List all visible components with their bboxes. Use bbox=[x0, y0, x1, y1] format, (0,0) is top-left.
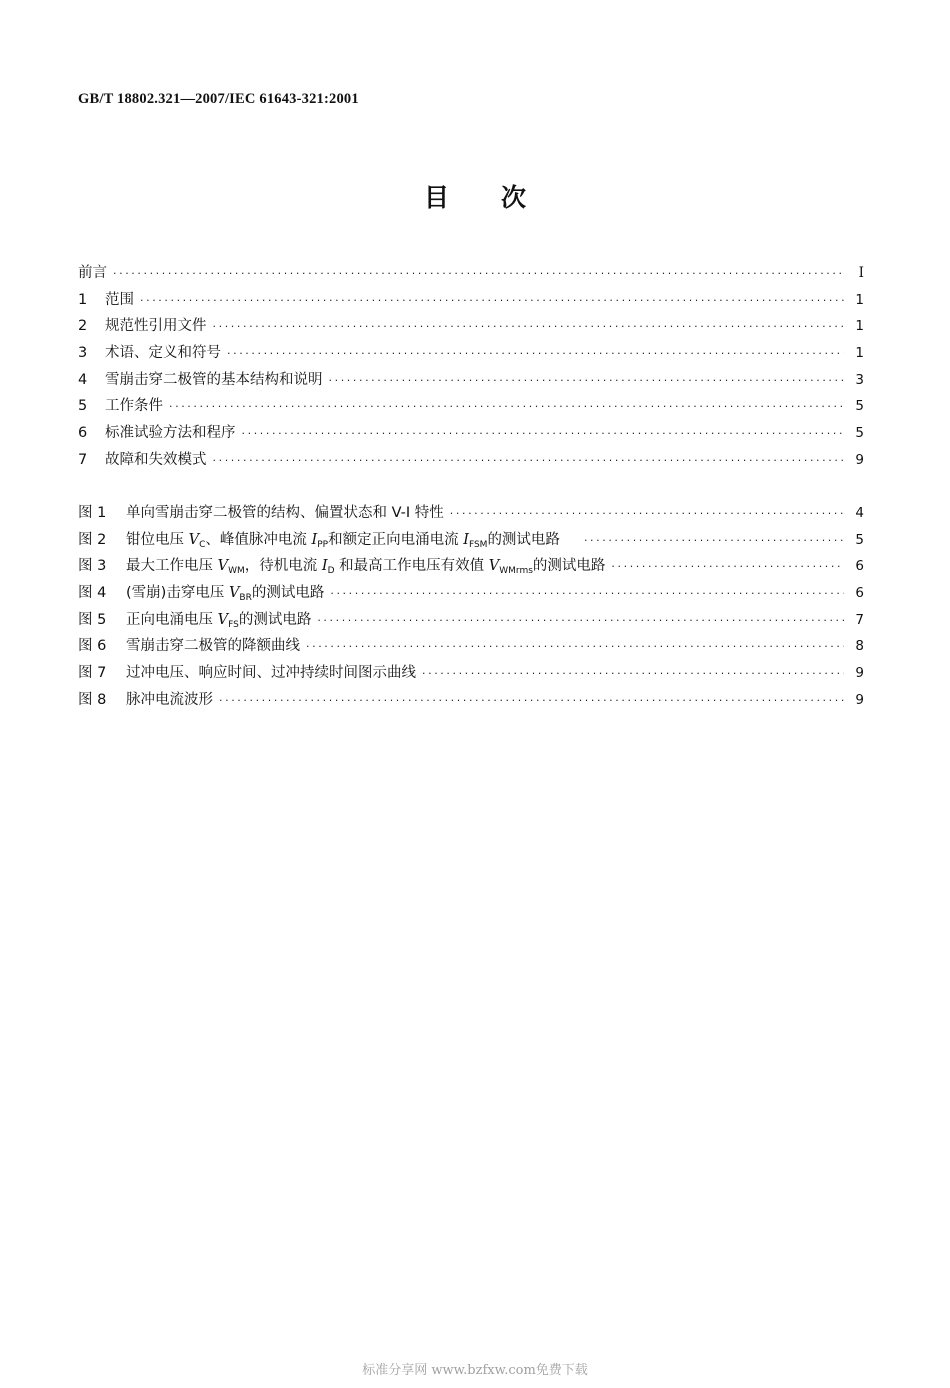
figure-page: 9 bbox=[855, 665, 864, 682]
toc-entry-page: 5 bbox=[855, 425, 864, 442]
toc-entry-label: 规范性引用文件 bbox=[105, 318, 207, 335]
figure-label: 过冲电压、响应时间、过冲持续时间图示曲线 bbox=[126, 665, 416, 682]
figure-page: 9 bbox=[855, 691, 864, 708]
toc-entry-4[interactable] bbox=[78, 368, 864, 395]
figure-page: 7 bbox=[855, 611, 864, 628]
leader-dots bbox=[227, 347, 844, 360]
leader-dots bbox=[329, 374, 845, 387]
standard-code-header: GB/T 18802.321—2007/IEC 61643-321:2001 bbox=[78, 91, 359, 107]
figure-page: 8 bbox=[855, 638, 864, 655]
toc-entry-label: 工作条件 bbox=[105, 398, 163, 415]
toc-entry-foreword[interactable] bbox=[78, 261, 864, 288]
title-char-left: 目 bbox=[423, 183, 449, 212]
leader-dots bbox=[213, 320, 845, 333]
figure-number: 图 3 bbox=[78, 558, 107, 575]
toc-entry-page: 5 bbox=[855, 398, 864, 415]
figure-label: 脉冲电流波形 bbox=[126, 691, 213, 708]
leader-dots bbox=[330, 587, 844, 600]
toc-figure-3[interactable] bbox=[78, 554, 864, 581]
toc-entry-5[interactable] bbox=[78, 394, 864, 421]
figure-page: 4 bbox=[855, 505, 864, 521]
toc-entry-label: 故障和失效模式 bbox=[105, 451, 207, 468]
leader-dots bbox=[213, 454, 845, 467]
leader-dots bbox=[140, 294, 844, 307]
toc-entry-label: 术语、定义和符号 bbox=[105, 345, 221, 362]
toc-main-list bbox=[78, 261, 864, 475]
figure-page: 6 bbox=[855, 558, 864, 575]
leader-dots bbox=[169, 400, 844, 413]
toc-entry-2[interactable] bbox=[78, 314, 864, 341]
toc-entry-number: 3 bbox=[78, 345, 88, 362]
toc-entry-3[interactable] bbox=[78, 341, 864, 368]
toc-entry-page: 9 bbox=[855, 451, 864, 468]
toc-entry-page: 3 bbox=[855, 371, 864, 388]
toc-figure-6[interactable] bbox=[78, 634, 864, 661]
leader-dots bbox=[450, 507, 844, 520]
toc-entry-label: 范围 bbox=[105, 291, 134, 308]
toc-entry-6[interactable] bbox=[78, 421, 864, 448]
figure-number: 图 7 bbox=[78, 665, 107, 682]
toc-entry-7[interactable] bbox=[78, 448, 864, 475]
figure-number: 图 1 bbox=[78, 505, 107, 521]
toc-entry-page: Ⅰ bbox=[858, 265, 864, 281]
figure-number: 图 4 bbox=[78, 585, 107, 602]
toc-entry-page: 1 bbox=[855, 318, 864, 335]
leader-dots bbox=[422, 667, 844, 680]
figure-number: 图 8 bbox=[78, 691, 107, 708]
toc-entry-label: 标准试验方法和程序 bbox=[105, 425, 236, 442]
toc-entry-number: 7 bbox=[78, 451, 88, 468]
page-title bbox=[0, 178, 950, 214]
toc-figure-5[interactable] bbox=[78, 608, 864, 635]
toc-figure-7[interactable] bbox=[78, 661, 864, 688]
toc-entry-page: 1 bbox=[855, 291, 864, 308]
toc-figure-2[interactable] bbox=[78, 528, 864, 555]
figure-number: 图 2 bbox=[78, 531, 107, 548]
leader-dots bbox=[584, 534, 844, 547]
toc-entry-page: 1 bbox=[855, 345, 864, 362]
footer-watermark: 标准分享网 www.bzfxw.com免费下载 bbox=[362, 1363, 588, 1378]
toc-entry-number: 2 bbox=[78, 318, 88, 335]
figure-label: 钳位电压 $V_C$、峰值脉冲电流 $I_{PP}$和额定正向电涌电流 $I_{FSM}$的测试电路 bbox=[126, 531, 560, 550]
toc-entry-number: 6 bbox=[78, 425, 88, 442]
toc-figure-1[interactable] bbox=[78, 501, 864, 528]
leader-dots bbox=[219, 694, 844, 707]
toc-entry-number: 1 bbox=[78, 291, 88, 308]
figure-label: (雪崩)击穿电压 $V_{BR}$的测试电路 bbox=[126, 585, 325, 604]
figure-label: 最大工作电压 $V_{WM}$，待机电流 $I_D$ 和最高工作电压有效值 $V_{WMrms}$的测试电路 bbox=[126, 558, 606, 577]
figure-label: 正向电涌电压 $V_{FS}$的测试电路 bbox=[126, 611, 312, 630]
leader-dots bbox=[113, 267, 844, 280]
toc-entry-label: 雪崩击穿二极管的基本结构和说明 bbox=[105, 371, 323, 388]
title-char-right: 次 bbox=[501, 183, 527, 212]
toc-figures-list bbox=[78, 501, 864, 715]
leader-dots bbox=[242, 427, 845, 440]
figure-page: 6 bbox=[855, 585, 864, 602]
leader-dots bbox=[306, 640, 844, 653]
toc-figure-4[interactable] bbox=[78, 581, 864, 608]
figure-number: 图 5 bbox=[78, 611, 107, 628]
figure-number: 图 6 bbox=[78, 638, 107, 655]
leader-dots bbox=[317, 614, 844, 627]
toc-entry-1[interactable] bbox=[78, 288, 864, 315]
leader-dots bbox=[611, 560, 844, 573]
figure-label: 单向雪崩击穿二极管的结构、偏置状态和 V-I 特性 bbox=[126, 505, 444, 521]
toc-entry-number: 4 bbox=[78, 371, 88, 388]
toc-entry-number: 5 bbox=[78, 398, 88, 415]
figure-page: 5 bbox=[855, 531, 864, 548]
toc-figure-8[interactable] bbox=[78, 688, 864, 715]
figure-label: 雪崩击穿二极管的降额曲线 bbox=[126, 638, 300, 655]
toc-entry-label: 前言 bbox=[78, 265, 107, 281]
